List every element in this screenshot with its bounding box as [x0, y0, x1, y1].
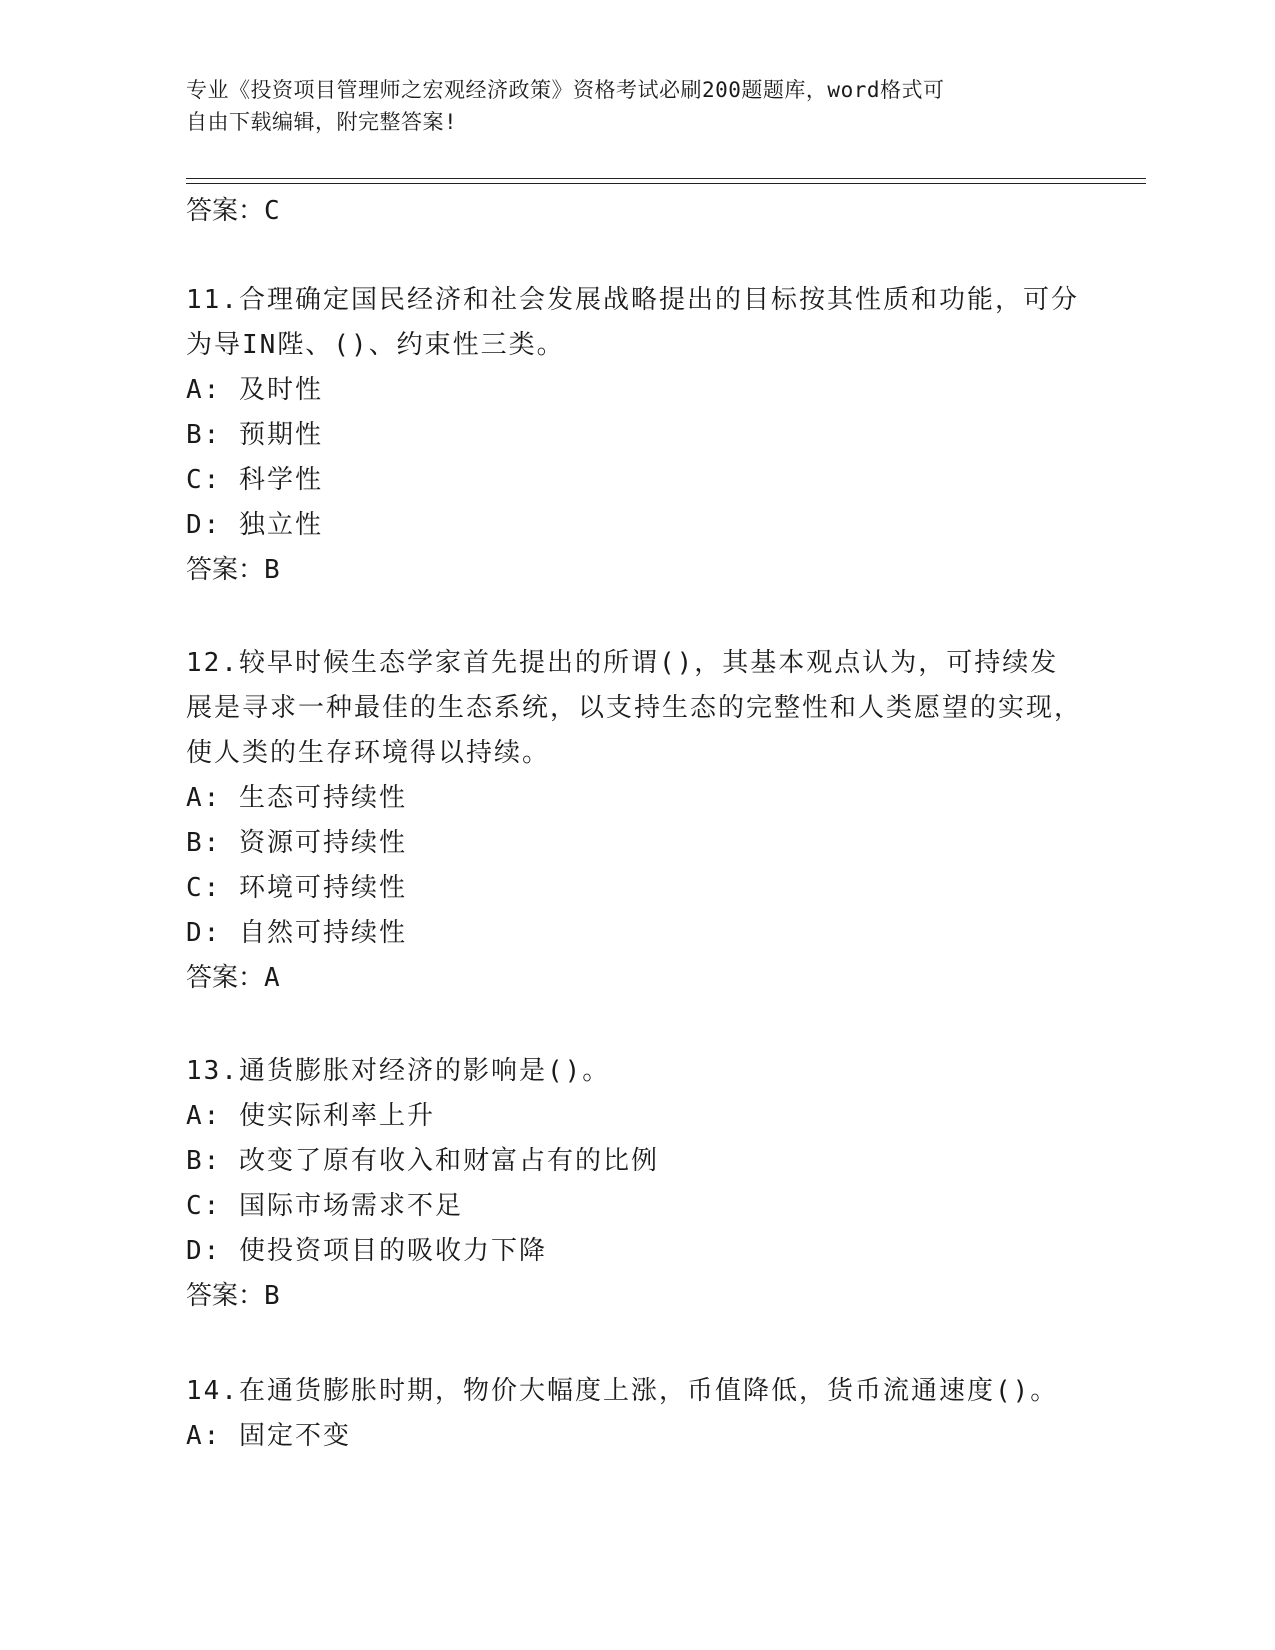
option-b: B: 预期性	[186, 420, 323, 450]
answer-label: 答案：	[186, 963, 265, 993]
question-14	[186, 1369, 1086, 1459]
question-stem: 13.通货膨胀对经济的影响是()。	[186, 1056, 611, 1086]
option-c: C: 科学性	[186, 465, 323, 495]
header-line-2: 自由下载编辑，附完整答案!	[186, 110, 458, 134]
option-b: B: 资源可持续性	[186, 828, 407, 858]
header-line-1: 专业《投资项目管理师之宏观经济政策》资格考试必刷200题题库，word格式可	[186, 78, 945, 102]
answer-label: 答案：	[186, 196, 265, 226]
answer-value: A	[264, 963, 280, 993]
question-11	[186, 278, 1086, 593]
header-divider-top	[186, 178, 1146, 179]
answer-value: B	[264, 555, 280, 585]
option-c: C: 国际市场需求不足	[186, 1191, 463, 1221]
option-a: A: 使实际利率上升	[186, 1101, 435, 1131]
question-answer	[186, 956, 1086, 1001]
question-stem: 11.合理确定国民经济和社会发展战略提出的目标按其性质和功能，可分为导IN陛、()、约束性三类。	[186, 285, 1079, 360]
option-d: D: 使投资项目的吸收力下降	[186, 1236, 547, 1266]
option-d: D: 独立性	[186, 510, 323, 540]
previous-answer	[186, 193, 280, 229]
answer-value: C	[264, 196, 280, 226]
option-d: D: 自然可持续性	[186, 918, 407, 948]
option-a: A: 生态可持续性	[186, 783, 407, 813]
question-stem: 14.在通货膨胀时期，物价大幅度上涨，币值降低，货币流通速度()。	[186, 1376, 1059, 1406]
option-b: B: 改变了原有收入和财富占有的比例	[186, 1146, 659, 1176]
document-header	[186, 74, 1066, 138]
answer-label: 答案：	[186, 555, 265, 585]
option-c: C: 环境可持续性	[186, 873, 407, 903]
question-answer	[186, 548, 1086, 593]
header-divider-bottom	[186, 183, 1146, 184]
question-13	[186, 1049, 1086, 1319]
question-answer	[186, 1274, 1086, 1319]
question-stem: 12.较早时候生态学家首先提出的所谓()，其基本观点认为，可持续发展是寻求一种最佳的生态系统，以支持生态的完整性和人类愿望的实现，使人类的生存环境得以持续。	[186, 648, 1083, 768]
answer-value: B	[264, 1281, 280, 1311]
option-a: A: 固定不变	[186, 1421, 351, 1451]
answer-label: 答案：	[186, 1281, 265, 1311]
option-a: A: 及时性	[186, 375, 323, 405]
question-12	[186, 641, 1086, 1001]
